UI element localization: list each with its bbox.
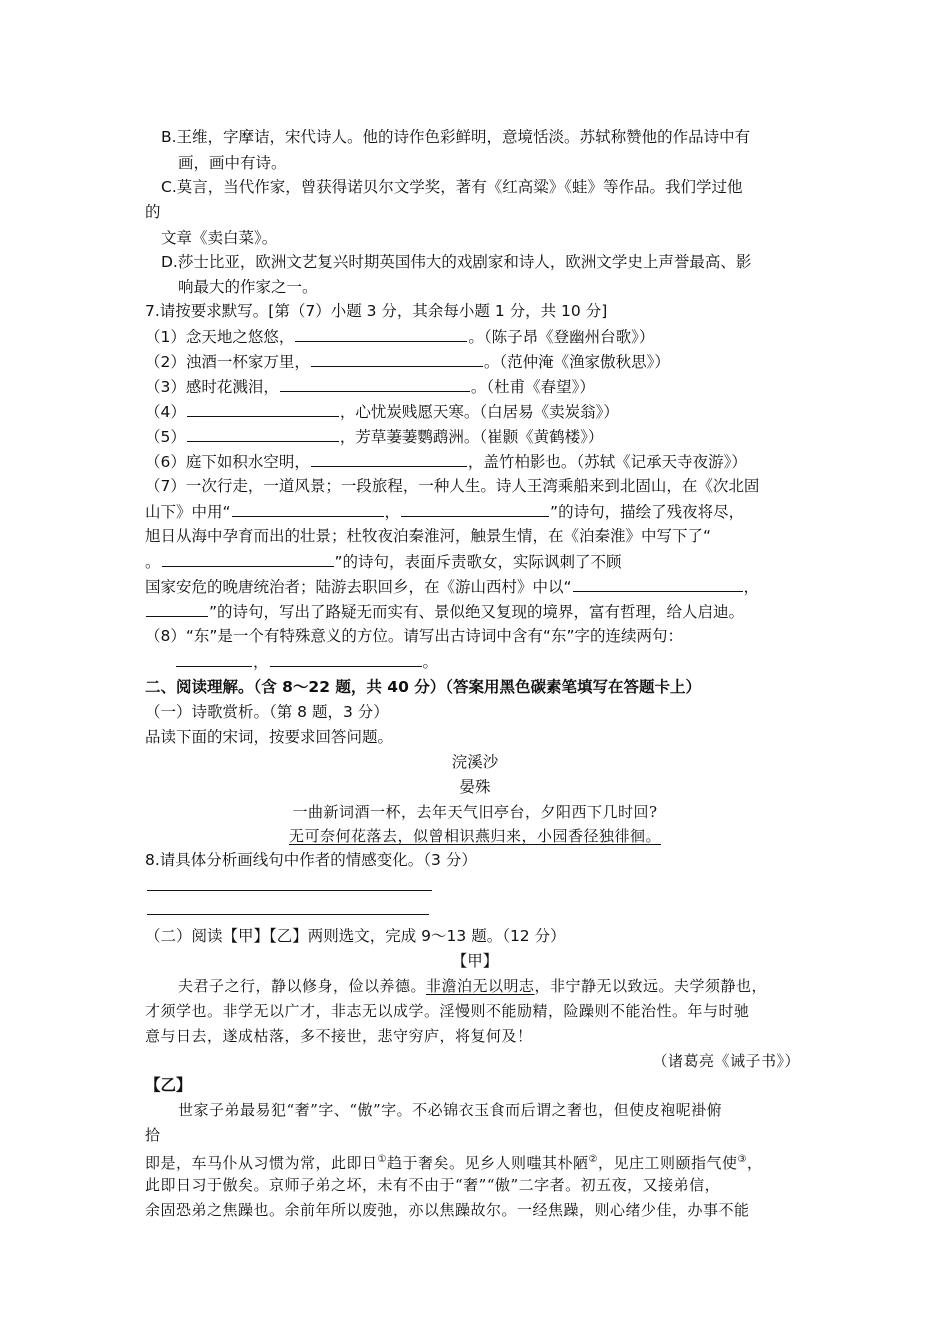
answer-blank[interactable] — [232, 500, 384, 517]
answer-blank[interactable] — [311, 450, 467, 467]
jia-source: （诸葛亮《诫子书》） — [652, 1052, 800, 1070]
footnote-mark: ③ — [737, 1154, 747, 1165]
q7-item-7-line2: 山下》中用“ ， ”的诗句，描绘了残夜将尽， — [145, 500, 744, 523]
question-8: 8.请具体分析画线句中作者的情感变化。（3 分） — [145, 851, 477, 869]
q7-item-8-line2: ， 。 — [175, 650, 438, 673]
answer-blank[interactable] — [176, 650, 252, 667]
option-c-line3: 文章《卖白菜》。 — [161, 229, 278, 247]
answer-line[interactable] — [147, 914, 429, 915]
poem-author: 晏殊 — [459, 778, 491, 796]
answer-line[interactable] — [147, 890, 432, 891]
part1-title: （一）诗歌赏析。（第 8 题，3 分） — [145, 703, 389, 721]
underlined-sentence: 无可奈何花落去，似曾相识燕归来，小园香径独徘徊。 — [288, 827, 661, 845]
yi-line-4: 此即日习于傲矣。京师子弟之坏，未有不由于“奢”“傲”二字者。初五夜，又接弟信， — [145, 1176, 721, 1194]
yi-line-5: 余固恐弟之焦躁也。余前年所以废弛，亦以焦躁故尔。一经焦躁，则心绪少佳，办事不能 — [145, 1201, 750, 1219]
option-b-line2: 画，画中有诗。 — [178, 154, 287, 172]
section2-title: 二、阅读理解。（含 8～22 题，共 40 分）（答案用黑色碳素笔填写在答题卡上） — [145, 678, 702, 696]
underlined-phrase: 非澹泊无以明志 — [426, 977, 535, 995]
q7-title: 7.请按要求默写。[第（7）小题 3 分，其余每小题 1 分，共 10 分] — [145, 302, 608, 320]
option-b-line1: B.王维，字摩诘，宋代诗人。他的诗作色彩鲜明，意境恬淡。苏轼称赞他的作品诗中有 — [161, 128, 751, 146]
option-d-line2: 响最大的作家之一。 — [178, 278, 318, 296]
answer-blank[interactable] — [573, 575, 743, 592]
poem-line-2 — [0, 825, 950, 847]
q7-item-7-line3: 旭日从海中孕育而出的壮景；杜牧夜泊秦淮河，触景生情，在《泊秦淮》中写下了“ — [145, 527, 712, 545]
q7-item-7-line6: ”的诗句，写出了路疑无而实有、景似绝又复现的境界，富有哲理，给人启迪。 — [145, 600, 744, 623]
answer-blank[interactable] — [401, 500, 549, 517]
answer-blank[interactable] — [311, 350, 483, 367]
answer-blank[interactable] — [270, 650, 422, 667]
q7-item-3: （3）感时花溅泪， 。（杜甫《春望》） — [145, 375, 595, 398]
yi-line-3: 即是，车马仆从习惯为常，此即日①趋于奢矣。见乡人则嗤其朴陋②，见庄工则颐指气使③， — [145, 1154, 763, 1172]
answer-blank[interactable] — [280, 375, 470, 392]
poem-line-1: 一曲新词酒一杯，去年天气旧亭台，夕阳西下几时回? — [292, 803, 658, 821]
q7-item-7-line5: 国家安危的晚唐统治者；陆游去职回乡，在《游山西村》中以“ ， — [145, 575, 759, 598]
answer-blank[interactable] — [162, 550, 334, 567]
q7-item-7-line4: 。 ”的诗句，表面斥责歌女，实际讽刺了不顾 — [145, 550, 622, 573]
footnote-mark: ② — [588, 1154, 598, 1165]
option-c-line1: C.莫言，当代作家，曾获得诺贝尔文学奖，著有《红高粱》《蛙》等作品。我们学过他 — [161, 178, 743, 196]
q7-item-1: （1）念天地之悠悠， 。（陈子昂《登幽州台歌》） — [145, 325, 654, 348]
jia-line-2: 才须学也。非学无以广才，非志无以成学。淫慢则不能励精，险躁则不能治性。年与时驰 — [145, 1002, 750, 1020]
jia-line-1: 夫君子之行，静以修身，俭以养德。非澹泊无以明志，非宁静无以致远。夫学须静也， — [178, 977, 768, 995]
answer-blank[interactable] — [146, 600, 208, 617]
q7-item-2: （2）浊酒一杯家万里， 。（范仲淹《渔家傲秋思》） — [145, 350, 670, 373]
poem-title: 浣溪沙 — [451, 753, 499, 771]
q7-item-4: （4） ，心忧炭贱愿天寒。（白居易《卖炭翁》） — [145, 400, 619, 423]
text-yi-label: 【乙】 — [145, 1076, 192, 1094]
part1-intro: 品读下面的宋词，按要求回答问题。 — [145, 728, 394, 746]
text-jia-label: 【甲】 — [451, 952, 499, 970]
yi-line-2: 拾 — [145, 1126, 161, 1144]
footnote-mark: ① — [377, 1154, 387, 1165]
answer-blank[interactable] — [187, 425, 339, 442]
part2-title: （二）阅读【甲】【乙】两则选文，完成 9～13 题。（12 分） — [145, 927, 566, 945]
q7-item-8-line1: （8）“东”是一个有特殊意义的方位。请写出古诗词中含有“东”字的连续两句： — [145, 627, 683, 645]
answer-blank[interactable] — [295, 325, 467, 342]
answer-blank[interactable] — [187, 400, 339, 417]
q7-item-6: （6）庭下如积水空明， ，盖竹柏影也。（苏轼《记承天寺夜游》） — [145, 450, 747, 473]
jia-line-3: 意与日去，遂成枯落，多不接世，悲守穷庐，将复何及！ — [145, 1027, 533, 1045]
option-d-line1: D.莎士比亚，欧洲文艺复兴时期英国伟大的戏剧家和诗人，欧洲文学史上声誉最高、影 — [161, 253, 752, 271]
yi-line-1: 世家子弟最易犯“奢”字、“傲”字。不必锦衣玉食而后谓之奢也，但使皮袍呢褂俯 — [178, 1101, 723, 1119]
q7-item-7-line1: （7）一次行走，一道风景；一段旅程，一种人生。诗人王湾乘船来到北固山，在《次北固 — [145, 477, 760, 495]
q7-item-5: （5） ，芳草萋萋鹦鹉洲。（崔颢《黄鹤楼》） — [145, 425, 603, 448]
option-c-line2: 的 — [145, 203, 161, 221]
